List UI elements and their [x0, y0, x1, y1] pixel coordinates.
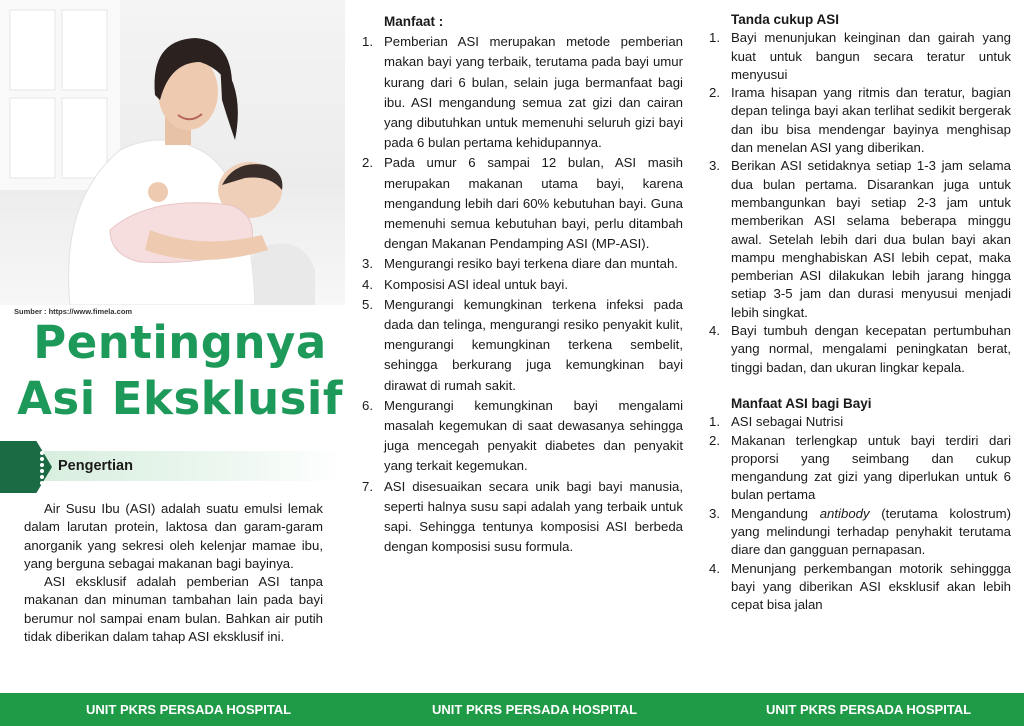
- list-item: 2. Irama hisapan yang ritmis dan teratur, bagian depan telinga bayi akan terlihat sedikit bergerak dan ibu bisa mendengar bayinya menghisap dan menelan ASI yang diberikan.: [709, 85, 1011, 156]
- dotted-marker-icon: [38, 451, 46, 485]
- baby-benefits-list: [707, 413, 1011, 614]
- list-item: 2. Pada umur 6 sampai 12 bulan, ASI masih merupakan makanan utama bayi, karena mengandung lebih dari 60% kebutuhan bayi. Guna memenuhi semua kebutuhan bayi, perlu ditambah dengan Makanan Pendamping ASI (MP-ASI).: [362, 155, 683, 252]
- definition-paragraph: ASI eksklusif adalah pemberian ASI tanpa makanan dan minuman tambahan lain pada bayi berumur nol sampai enam bulan. Bahkan air putih tidak diberikan dalam tahap ASI eksklusif ini.: [24, 574, 323, 645]
- footer-label: UNIT PKRS PERSADA HOSPITAL: [86, 702, 292, 717]
- list-item: 5. Mengurangi kemungkinan terkena infeksi pada dada dan telinga, mengurangi resiko penyakit kulit, mengurangi kemungkinan terkena sembelit, sehingga berkurang juga kemungkinan bayi dirawat di rumah sakit.: [362, 296, 683, 393]
- page-title-line-2: Asi Eksklusif: [17, 372, 343, 425]
- benefits-heading: Manfaat :: [384, 14, 444, 29]
- list-item: 4. Menunjang perkembangan motorik sehinggga bayi yang diberikan ASI eksklusif akan lebih cepat bisa jalan: [709, 560, 1011, 613]
- definition-paragraph: Air Susu Ibu (ASI) adalah suatu emulsi lemak dalam larutan protein, laktosa dan garam-garam anorganik yang sekresi oleh kelenjar mamae ibu, yang berguna sebagai makanan bagi bayinya.: [24, 501, 323, 571]
- signs-heading: Tanda cukup ASI: [731, 12, 840, 27]
- list-item: 4. Komposisi ASI ideal untuk bayi.: [362, 276, 568, 292]
- list-item: 3. Mengurangi resiko bayi terkena diare dan muntah.: [362, 256, 678, 272]
- mother-breastfeeding-photo: [0, 0, 345, 305]
- benefits-column: [360, 12, 683, 557]
- list-item: 1. Bayi menunjukan keinginan dan gairah yang kuat untuk bangun secara teratur untuk menyusui: [709, 30, 1011, 82]
- list-item: 3. Mengandung antibody (terutama kolostrum) yang melindungi terhadap penyhakit terutama diare dan gangguan pernapasan.: [709, 505, 1011, 558]
- list-item: 1. Pemberian ASI merupakan metode pemberian makan bayi yang terbaik, terutama pada bayi umur kurang dari 6 bulan, selain juga bermanfaat bagi ibu. ASI mengandung semua zat gizi dan cairan yang dibutuhkan untuk memenuhi seluruh gizi bayi pada 6 bulan pertama kehidupannya.: [362, 34, 683, 151]
- list-item: 1. ASI sebagai Nutrisi: [709, 414, 844, 430]
- signs-column: [707, 11, 1011, 615]
- list-item: 7. ASI disesuaikan secara unik bagi bayi manusia, seperti halnya susu sapi adalah yang terbaik untuk sapi. Sehingga tentunya komposisi ASI berbeda dengan komposisi susu formula.: [362, 478, 683, 555]
- footer-label: UNIT PKRS PERSADA HOSPITAL: [766, 702, 972, 717]
- footer-label: UNIT PKRS PERSADA HOSPITAL: [432, 702, 638, 717]
- list-item: 6. Mengurangi kemungkinan bayi mengalami masalah kegemukan di saat dewasanya sehingga juga mencegah penyakit diabetes dan penyakit yang terkait kegemukan.: [362, 397, 683, 474]
- footer-bar: [0, 693, 1024, 726]
- definition-text: [24, 500, 323, 646]
- list-item: 2. Makanan terlengkap untuk bayi terdiri dari proporsi yang seimbang dan cukup mengandung zat gizi yang diperlukan untuk 6 bulan pertama: [709, 432, 1011, 503]
- image-source-credit: Sumber : https://www.fimela.com: [14, 307, 133, 316]
- list-item: 3. Berikan ASI setidaknya setiap 1-3 jam selama dua bulan pertama. Disarankan juga untuk membangunkan bayi setiap 2-3 jam untuk memberikan ASI selama beberapa minggu awal. Setelah lebih dari dua bulan bayi akan mampu menghabiskan ASI lebih cepat, maka pemberian ASI dilakukan lebih jarang hingga setiap 3-5 jam dan durasi menyusui menjadi lebih singkat.: [709, 158, 1011, 320]
- baby-benefits-heading: Manfaat ASI bagi Bayi: [731, 395, 872, 411]
- page-title-line-1: Pentingnya: [33, 316, 327, 369]
- section-banner: [0, 441, 345, 493]
- benefits-list: [360, 32, 683, 557]
- list-item: 4. Bayi tumbuh dengan kecepatan pertumbuhan yang normal, mengalami peningkatan berat, tinggi badan, dan ukuran lingkar kepala.: [709, 323, 1011, 375]
- signs-list: [707, 29, 1011, 377]
- section-label: Pengertian: [58, 458, 133, 474]
